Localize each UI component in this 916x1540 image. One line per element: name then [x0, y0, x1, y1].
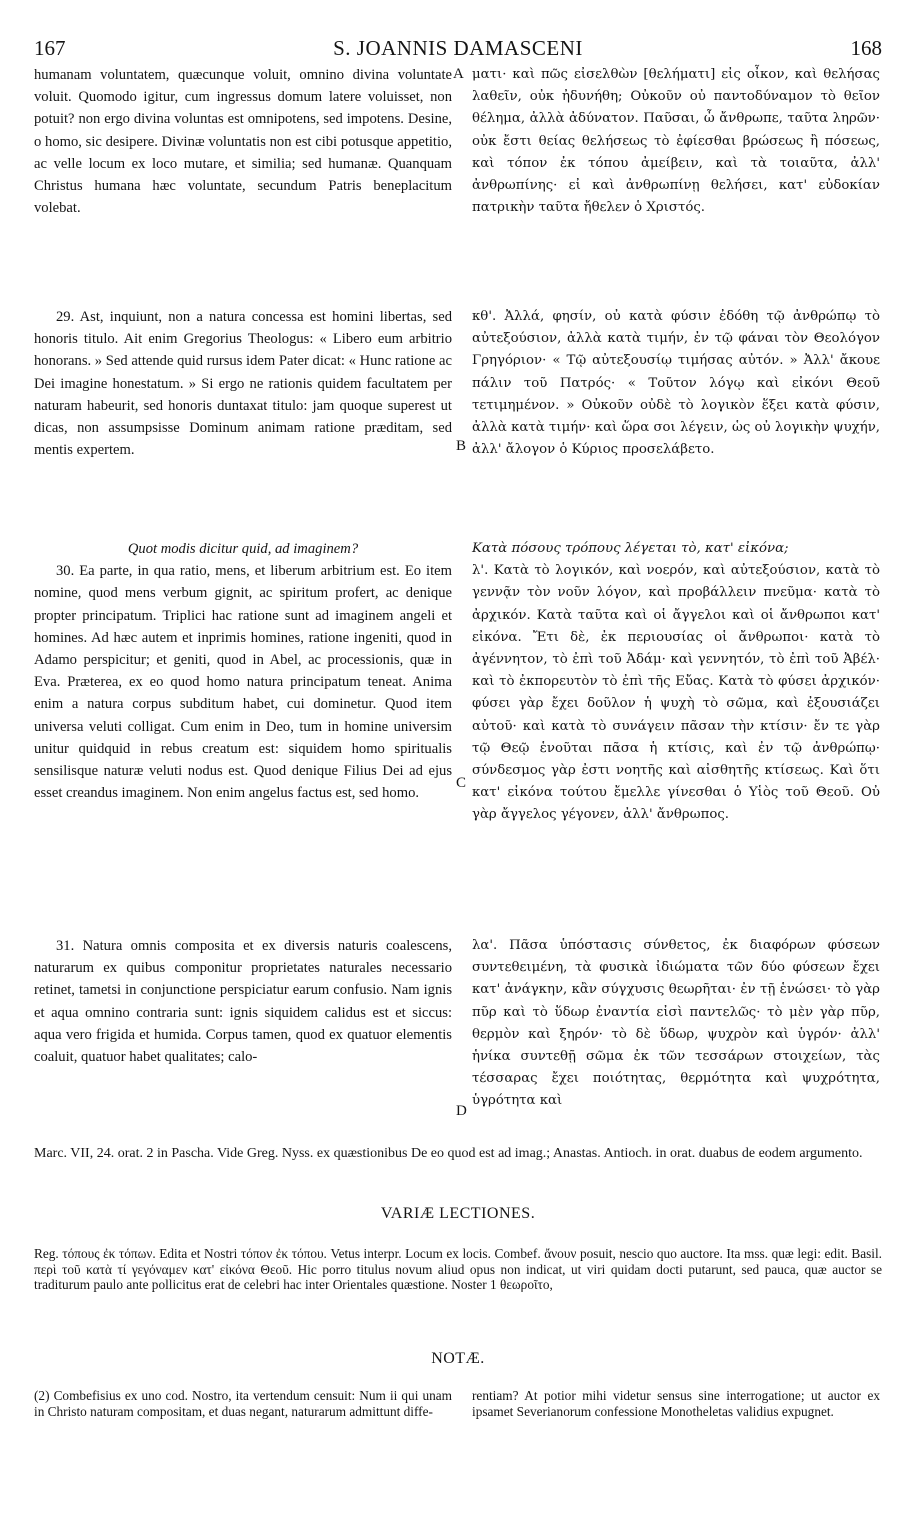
- greek-text: κθ'. Ἀλλά, φησίν, οὐ κατὰ φύσιν ἐδόθη τῷ ἀνθρώπῳ τὸ αὐτεξούσιον, ἀλλὰ κατὰ τιμήν, ἐν τῷ φάναι τὸν Θεολόγον Γρηγόριον· « Τῷ αὐτεξουσίῳ τιμήσας αὐτόν. » Ἀλλ' ἄκουε πάλιν τοῦ Πατρός· « Τοῦτον λόγῳ καὶ εἰκόνι Θεοῦ τετιμημένον. » Οὐκοῦν οὐδὲ τὸ λογικὸν ἕξει κατὰ φύσιν, ἀλλὰ κατὰ τιμήν· καὶ ὥρα σοι λέγειν, ὡς οὐ λογικὴν ψυχήν, ἀλλ' ἄλογον ὁ Κύριος προσελάβετο.: [472, 309, 880, 458]
- notae-text-left: (2) Combefisius ex uno cod. Nostro, ita vertendum censuit: Num ii qui unam in Christo naturam compositam, et duas negant, naturarum admittunt diffe-: [34, 1388, 452, 1419]
- latin-section-30: [34, 538, 452, 804]
- footnotes: Marc. VII, 24. orat. 2 in Pascha. Vide Greg. Nyss. ex quæstionibus De eo quod est ad imag.; Anastas. Antioch. in orat. duabus de eodem argumento.: [34, 1146, 863, 1161]
- greek-section-31: [472, 935, 880, 1113]
- latin-paragraph-continuation: [34, 64, 452, 219]
- greek-text: λ'. Κατὰ τὸ λογικόν, καὶ νοερόν, καὶ αὐτεξούσιον, κατὰ τὸ γεννᾷν τὸν νοῦν λόγον, καὶ προβάλλειν πνεῦμα· κατὰ τὸ ἀρχικόν. Κατὰ ταῦτα καὶ οἱ ἄγγελοι καὶ οἱ ἄνθρωποι κατ' εἰκόνα. Ἔτι δὲ, ἐκ περιουσίας οἱ ἄνθρωποι· κατὰ τὸ ἀγέννητον, τὸ ἐπὶ τοῦ Ἀδάμ· καὶ γεννητόν, τὸ ἐπὶ τοῦ Ἀβέλ· καὶ τὸ ἐκπορευτὸν τὸ ἐπὶ τῆς Εὔας. Κατὰ τὸ φύσει ἀρχικόν· φύσει γὰρ ἔχει δοῦλον ἡ ψυχὴ τὸ σῶμα, καὶ ἐξουσιάζει αὐτοῦ· καὶ κατὰ τὸ συνάγειν πᾶσαν τὴν κτίσιν· ἔν τε γὰρ τῷ Θεῷ ἑνοῦται πᾶσα ἡ κτίσις, καὶ ἐν τῷ ἀνθρώπῳ· σύνδεσμος γὰρ ἐστι νοητῆς καὶ αἰσθητῆς κτίσεως. Καὶ ὅτι κατ' εἰκόνα τούτου ἔμελλε γίνεσθαι ὁ Υἱὸς τοῦ Θεοῦ. Οὐ γὰρ ἄγγελος γέγονεν, ἀλλ' ἄνθρωπος.: [472, 563, 880, 823]
- greek-text: ματι· καὶ πῶς εἰσελθὼν [θελήματι] εἰς οἶκον, καὶ θελήσας λαθεῖν, οὐκ ἠδυνήθη; Οὐκοῦν οὐ παντοδύναμον τὸ θεῖον θέλημα, ἀλλὰ ἀδύνατον. Παῦσαι, ὦ ἄνθρωπε, ταῦτα ληρῶν· οὐκ ἔστι θείας θελήσεως τὸ ἐφίεσθαι βρώσεως ἢ πόσεως, καὶ τόπον ἐκ τόπου ἀμείβειν, καὶ τὰ τοιαῦτα, ἀλλ' ἀνθρωπίνης· εἰ καὶ ἀνθρωπίνῃ θελήσει, κατ' εὐδοκίαν πατρικὴν ταῦτα ἤθελεν ὁ Χριστός.: [472, 67, 880, 216]
- greek-paragraph-continuation: [472, 64, 880, 219]
- variae-text: Reg. τόπους ἐκ τόπων. Edita et Nostri τόπον ἐκ τόπου. Vetus interpr. Locum ex locis. Combef. ἄνουν posuit, nescio quo auctore. Ita mss. quæ legi: edit. Basil. περὶ τοῦ κατὰ τί γεγόναμεν κατ' εἰκόνα Θεοῦ. Hic porro titulus novum aliud opus non indicat, ut viri quidam docti putarunt, sed pauca, quæ auctor se traditurum paulo ante pollicitus erat de celebri hac inter Orientales quæstione. Noster 1 θεωροῖτο,: [34, 1246, 882, 1292]
- greek-section-29: [472, 306, 880, 461]
- latin-text: humanam voluntatem, quæcunque voluit, omnino divina voluntate voluit. Quomodo igitur, cum ingressus domum latere voluisset, non potuit? non ergo divina voluntas est omnipotens, sed impotens. Desine, o homo, sic desipere. Divinæ voluntatis non est cibi potusque appetitio, ac velle locum ex loco mutare, et similia; sed humanæ. Quanquam Christus humana hæc voluntate, secundum Patris beneplacitum volebat.: [34, 67, 452, 217]
- latin-section-title: Quot modis dicitur quid, ad imaginem?: [127, 541, 359, 557]
- latin-text: 29. Ast, inquiunt, non a natura concessa est homini libertas, sed honoris titulo. Ait enim Gregorius Theologus: « Libero eum arbitrio honorans. » Sed attende quid rursus idem Pater dicat: « Hunc ratione ac Dei imagine honestatum. » Si ergo ne rationis quidem facultatem per naturam habeurit, sed honoris duntaxat titulo: jam quoque superest ut dicas, non assumpsisse Dominum animam ratione præditam, sed mentis expertem.: [34, 309, 452, 459]
- running-header: [34, 36, 882, 66]
- latin-text: 30. Ea parte, in qua ratio, mens, et liberum arbitrium est. Eo item nomine, quod mens verbum gignit, ac spiritum profert, ac denique propter principatum. Triplici hac ratione sunt ad imaginem angeli et homines. Ad hæc autem et inprimis homines, ratione ingeniti, quod in Adamo perspicitur; et geniti, quod in Abel, ac processionis, quæ in Eva. Præterea, ex eo quod homo natura principatum teneat. Anima enim a natura corpus subditum habet, cui dominetur. Quod item universa veluti colligat. Cum enim in Deo, tum in homine universim unitur quidquid in rebus creatum est: siquidem homo spiritualis sensilisque naturæ veluti nodus est. Quod denique Filius Dei ad ejus esset creandus imaginem. Non enim angelus factus est, sed homo.: [34, 563, 452, 802]
- latin-text: 31. Natura omnis composita et ex diversis naturis coalescens, naturarum ex quibus componitur proprietates naturales necessario retinet, tametsi in conjunctione perspiciatur earum confusio. Nam ignis et aqua omnino contraria sunt: ignis siquidem calidus est et siccus: aqua vero frigida et humida. Corpus tamen, quod ex quatuor elementis coaluit, quatuor habet qualitates; calo-: [34, 938, 452, 1066]
- variae-lectiones: [34, 1246, 882, 1293]
- latin-section-29: [34, 306, 452, 461]
- margin-letter-a: A: [453, 66, 464, 82]
- variae-heading: VARIÆ LECTIONES.: [380, 1205, 536, 1222]
- page-number-right: 168: [850, 36, 882, 60]
- margin-letter-b: B: [456, 438, 467, 454]
- notae-text-right: rentiam? At potior mihi videtur sensus sine interrogatione; ut auctor ex ipsamet Severianorum confessione Monotheletas validius expugnet.: [472, 1388, 880, 1419]
- notae-right: [472, 1388, 880, 1419]
- latin-section-31: [34, 935, 452, 1068]
- running-title: S. JOANNIS DAMASCENI: [333, 36, 583, 60]
- greek-section-title: Κατὰ πόσους τρόπους λέγεται τὸ, κατ' εἰκόνα;: [472, 541, 789, 556]
- greek-text: λα'. Πᾶσα ὑπόστασις σύνθετος, ἐκ διαφόρων φύσεων συντεθειμένη, τὰ φυσικὰ ἰδιώματα τῶν δύο φύσεων ἔχει κατ' ἀνάγκην, κἂν σύγχυσις θεωρῆται· ἐν τῇ ἑνώσει· τὸ γὰρ πῦρ καὶ τὸ ὕδωρ ἐναντία εἰσὶ παντελῶς· τὸ μὲν γὰρ πῦρ, θερμὸν καὶ ξηρόν· τὸ δὲ ὕδωρ, ψυχρὸν καὶ ὑγρόν· ἀλλ' ἡνίκα συντεθῇ σῶμα ἐκ τῶν τεσσάρων στοιχείων, τὰς τέσσαρας ἔχει ποιότητας, θερμότητα καὶ ψυχρότητα, ὑγρότητα καὶ: [472, 938, 880, 1109]
- greek-section-30: [472, 538, 880, 827]
- notae-heading: NOTÆ.: [431, 1350, 485, 1367]
- margin-letter-c: C: [456, 775, 467, 791]
- notae-left: [34, 1388, 452, 1419]
- page-number-left: 167: [34, 36, 66, 60]
- margin-letter-d: D: [456, 1103, 467, 1119]
